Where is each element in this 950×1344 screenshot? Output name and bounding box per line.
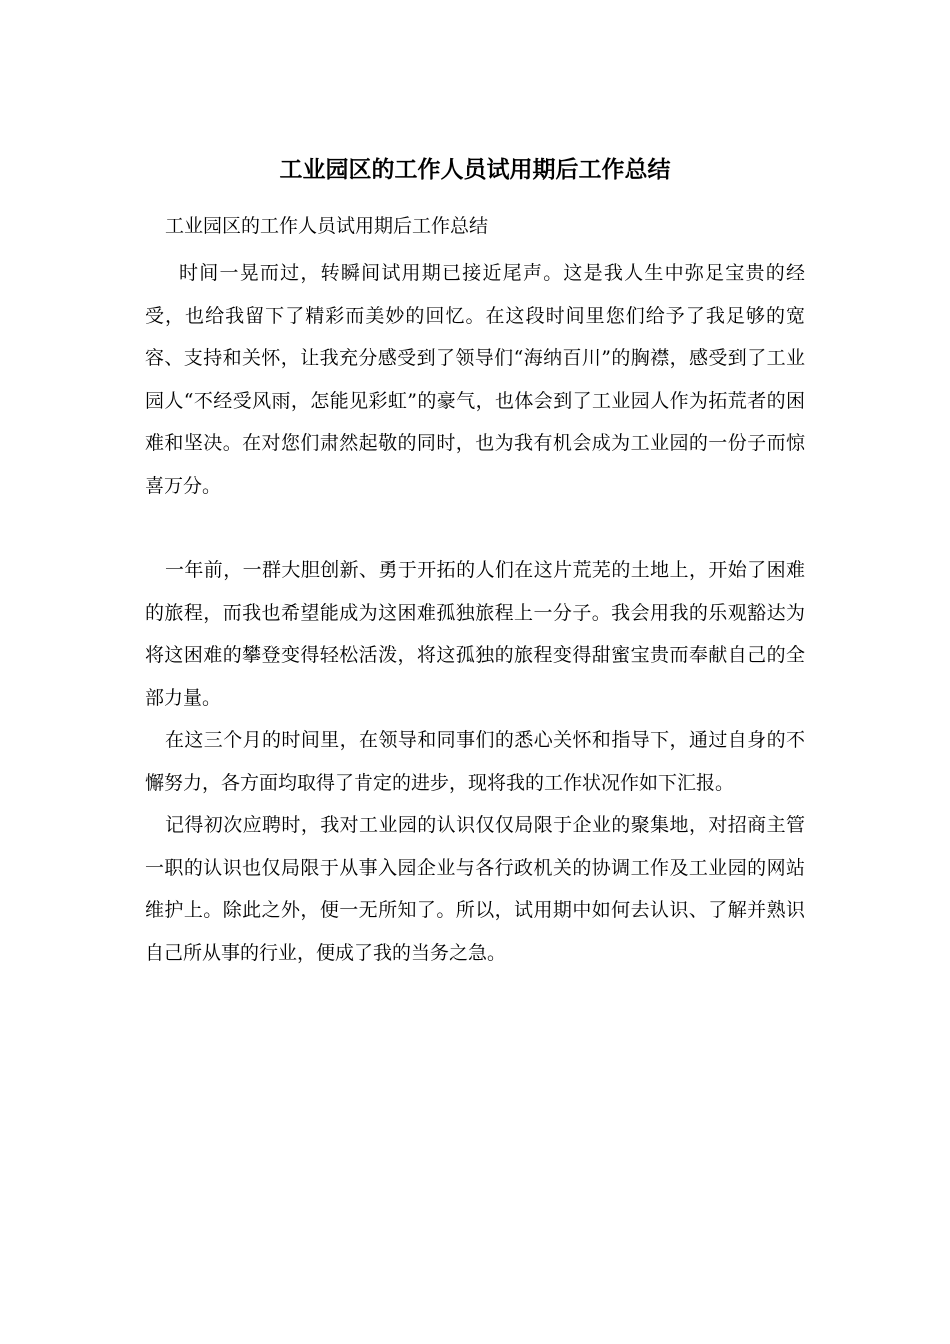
paragraph-4: 记得初次应聘时，我对工业园的认识仅仅局限于企业的聚集地，对招商主管一职的认识也仅局限于从事入园企业与各行政机关的协调工作及工业园的网站维护上。除此之外，便一无所知了。所以，试用期中如何去认识、了解并熟识自己所从事的行业，便成了我的当务之急。: [145, 814, 805, 964]
paragraph-2: 一年前，一群大胆创新、勇于开拓的人们在这片荒芜的土地上，开始了困难的旅程，而我也希望能成为这困难孤独旅程上一分子。我会用我的乐观豁达为将这困难的攀登变得轻松活泼，将这孤独的旅程变得甜蜜宝贵而奉献自己的全部力量。: [145, 559, 805, 709]
document-subtitle: 工业园区的工作人员试用期后工作总结: [165, 215, 489, 237]
document-body: [145, 252, 805, 974]
paragraph-3: 在这三个月的时间里，在领导和同事们的悉心关怀和指导下，通过自身的不懈努力，各方面均取得了肯定的进步，现将我的工作状况作如下汇报。: [145, 729, 805, 794]
document-title: 工业园区的工作人员试用期后工作总结: [279, 156, 671, 183]
paragraph-1: 时间一晃而过，转瞬间试用期已接近尾声。这是我人生中弥足宝贵的经受，也给我留下了精彩而美妙的回忆。在这段时间里您们给予了我足够的宽容、支持和关怀，让我充分感受到了领导们“海纳百川”的胸襟，感受到了工业园人“不经受风雨，怎能见彩虹”的豪气，也体会到了工业园人作为拓荒者的困难和坚决。在对您们肃然起敬的同时，也为我有机会成为工业园的一份子而惊喜万分。: [145, 262, 805, 497]
